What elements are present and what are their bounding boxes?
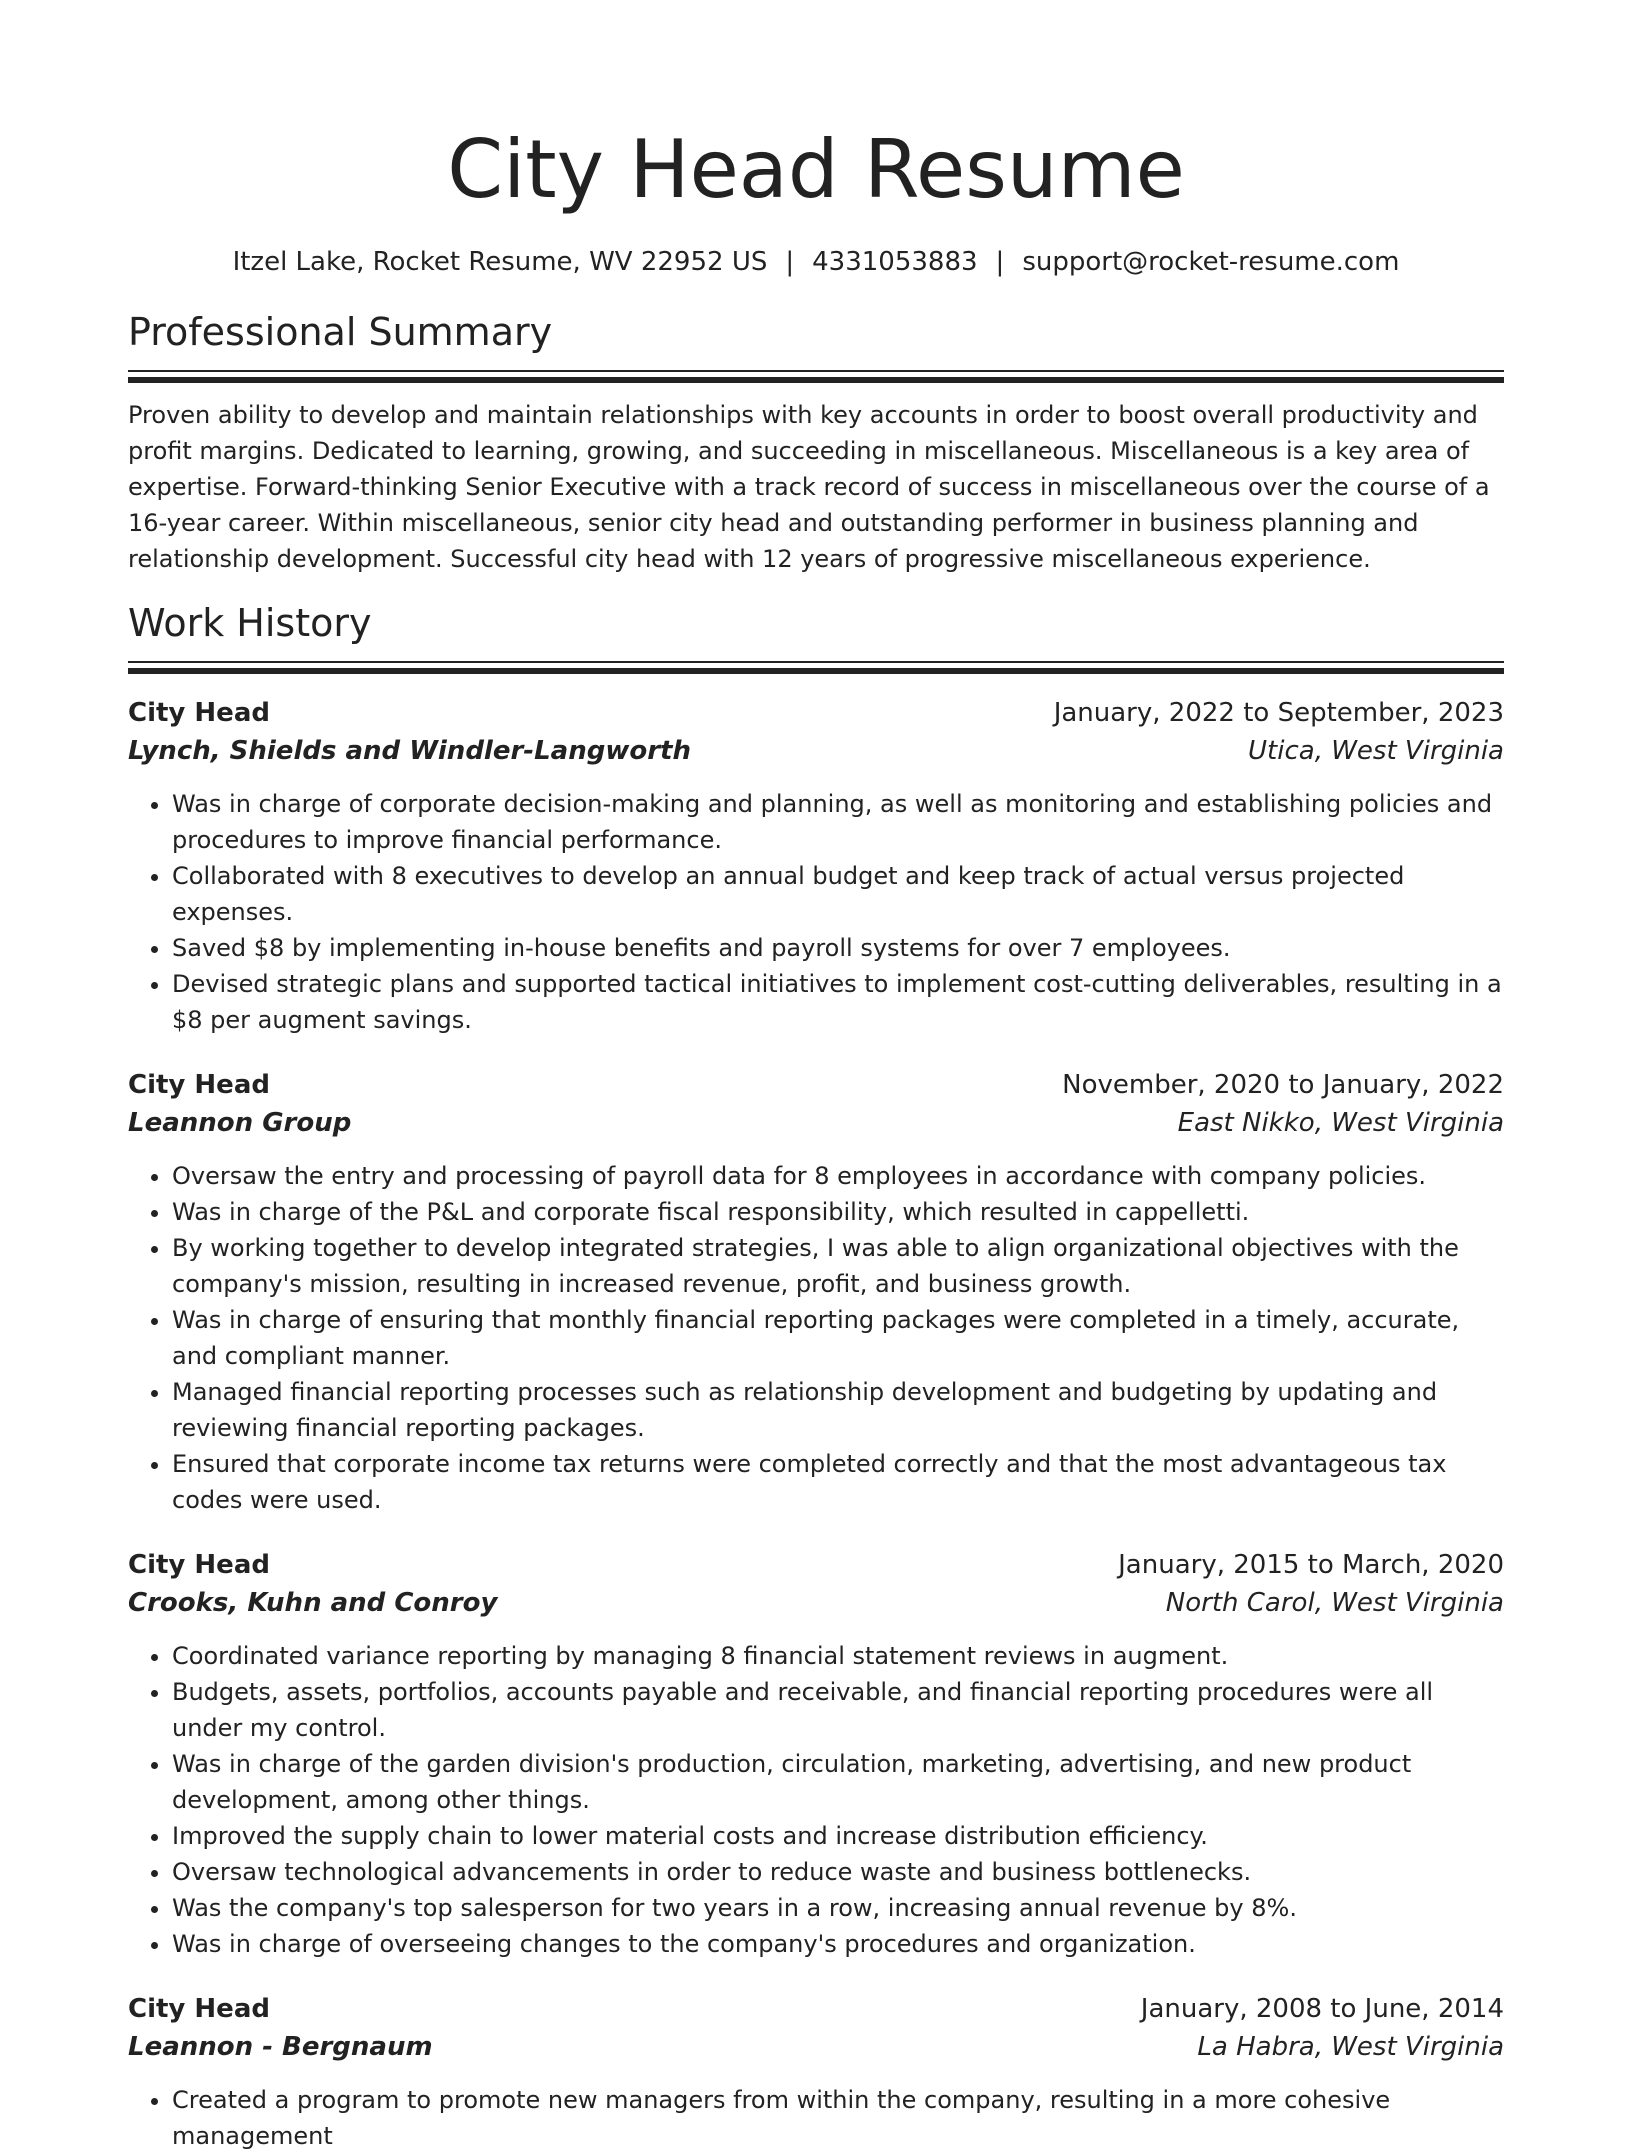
job-title: City Head — [128, 1550, 270, 1580]
job-bullet: • By working together to develop integrated strategies, I was able to align organizational objectives with the company's mission, resulting in increased revenue, profit, and business growth. — [172, 1230, 1504, 1302]
contact-phone: 4331053883 — [812, 247, 978, 277]
job-dates: January, 2015 to March, 2020 — [1118, 1550, 1504, 1580]
job-title: City Head — [128, 698, 270, 728]
job-header — [128, 694, 1504, 732]
job-company: Leannon - Bergnaum — [128, 2032, 433, 2062]
summary-heading: Professional Summary — [128, 310, 553, 354]
job-company: Leannon Group — [128, 1108, 352, 1138]
job-bullet: • Saved $8 by implementing in-house benefits and payroll systems for over 7 employees. — [172, 930, 1504, 966]
contact-separator: | — [785, 247, 795, 277]
job-bullets — [128, 786, 1504, 1038]
job-bullet: • Collaborated with 8 executives to develop an annual budget and keep track of actual versus projected expenses. — [172, 858, 1504, 930]
summary-section — [128, 308, 1504, 577]
resume-title: City Head Resume — [447, 123, 1185, 216]
job-header — [128, 1546, 1504, 1584]
job-company: Crooks, Kuhn and Conroy — [128, 1588, 498, 1618]
job-entry — [128, 1546, 1504, 1962]
job-bullet: • Improved the supply chain to lower material costs and increase distribution efficiency. — [172, 1818, 1504, 1854]
contact-address: Itzel Lake, Rocket Resume, WV 22952 US — [232, 247, 768, 277]
job-bullet: • Coordinated variance reporting by managing 8 financial statement reviews in augment. — [172, 1638, 1504, 1674]
job-employer — [128, 732, 1504, 770]
job-title: City Head — [128, 1994, 270, 2024]
job-bullet: • Oversaw the entry and processing of payroll data for 8 employees in accordance with company policies. — [172, 1158, 1504, 1194]
job-bullets — [128, 1638, 1504, 1962]
job-bullet: • Oversaw technological advancements in order to reduce waste and business bottlenecks. — [172, 1854, 1504, 1890]
job-location: East Nikko, West Virginia — [1177, 1108, 1504, 1138]
job-bullet: • Was the company's top salesperson for two years in a row, increasing annual revenue by 8%. — [172, 1890, 1504, 1926]
job-bullet: • Created a program to promote new managers from within the company, resulting in a more cohesive management — [172, 2082, 1504, 2154]
section-divider — [128, 370, 1504, 372]
section-divider-thick — [128, 668, 1504, 674]
job-employer — [128, 2028, 1504, 2066]
job-entry — [128, 694, 1504, 1038]
contact-line — [128, 244, 1504, 280]
job-bullet: • Was in charge of corporate decision-making and planning, as well as monitoring and establishing policies and procedures to improve financial performance. — [172, 786, 1504, 858]
work-history-heading: Work History — [128, 601, 372, 645]
job-bullet: • Was in charge of the garden division's production, circulation, marketing, advertising, and new product development, among other things. — [172, 1746, 1504, 1818]
contact-separator: | — [995, 247, 1005, 277]
summary-text: Proven ability to develop and maintain relationships with key accounts in order to boost overall productivity and profit margins. Dedicated to learning, growing, and succeeding in miscellaneous. Miscellaneous is a key area of expertise. Forward-thinking Senior Executive with a track record of success in miscellaneous over the course of a 16-year career. Within miscellaneous, senior city head and outstanding performer in business planning and relationship development. Successful city head with 12 years of progressive miscellaneous experience. — [128, 401, 1490, 573]
job-header — [128, 1066, 1504, 1104]
job-entry — [128, 1066, 1504, 1518]
job-bullet: • Ensured that corporate income tax returns were completed correctly and that the most advantageous tax codes were used. — [172, 1446, 1504, 1518]
job-dates: January, 2008 to June, 2014 — [1140, 1994, 1504, 2024]
job-header — [128, 1990, 1504, 2028]
section-divider — [128, 661, 1504, 663]
job-employer — [128, 1584, 1504, 1622]
job-title: City Head — [128, 1070, 270, 1100]
job-bullet: • Budgets, assets, portfolios, accounts payable and receivable, and financial reporting procedures were all under my control. — [172, 1674, 1504, 1746]
job-dates: November, 2020 to January, 2022 — [1062, 1070, 1504, 1100]
work-history-section — [128, 599, 1504, 2154]
job-location: Utica, West Virginia — [1248, 736, 1504, 766]
job-bullet: • Managed financial reporting processes such as relationship development and budgeting by updating and reviewing financial reporting packages. — [172, 1374, 1504, 1446]
job-entry — [128, 1990, 1504, 2154]
job-bullet: • Devised strategic plans and supported tactical initiatives to implement cost-cutting deliverables, resulting in a $8 per augment savings. — [172, 966, 1504, 1038]
job-bullet: • Was in charge of ensuring that monthly financial reporting packages were completed in a timely, accurate, and compliant manner. — [172, 1302, 1504, 1374]
job-bullets — [128, 2082, 1504, 2154]
job-location: North Carol, West Virginia — [1165, 1588, 1504, 1618]
job-employer — [128, 1104, 1504, 1142]
job-company: Lynch, Shields and Windler-Langworth — [128, 736, 691, 766]
resume-page — [128, 118, 1504, 2154]
job-location: La Habra, West Virginia — [1197, 2032, 1504, 2062]
job-bullets — [128, 1158, 1504, 1518]
job-dates: January, 2022 to September, 2023 — [1053, 698, 1504, 728]
job-bullet: • Was in charge of the P&L and corporate fiscal responsibility, which resulted in cappelletti. — [172, 1194, 1504, 1230]
contact-email: support@rocket-resume.com — [1022, 247, 1400, 277]
section-divider-thick — [128, 377, 1504, 383]
job-bullet: • Was in charge of overseeing changes to the company's procedures and organization. — [172, 1926, 1504, 1962]
